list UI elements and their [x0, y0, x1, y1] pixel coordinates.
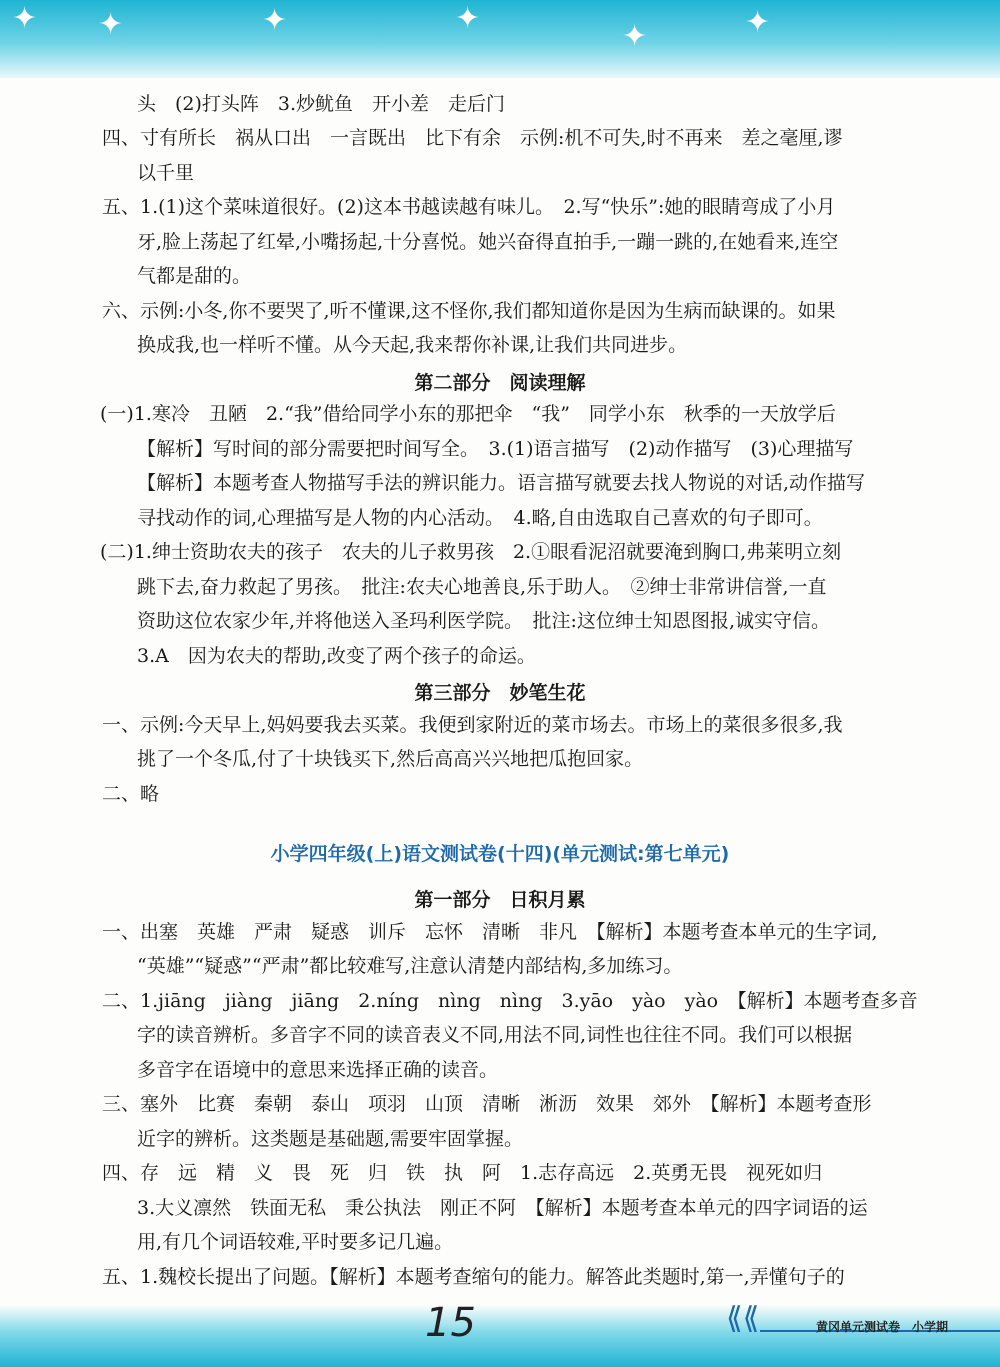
sparkle-icon: ✦: [262, 3, 288, 38]
text-line: 寻找动作的词,心理描写是人物的内心活动。 4.略,自由选取自己喜欢的句子即可。: [137, 507, 823, 529]
text-line: 四、寸有所长 祸从口出 一言既出 比下有余 示例:机不可失,时不再来 差之毫厘,谬: [102, 127, 843, 149]
text-line: 换成我,也一样听不懂。从今天起,我来帮你补课,让我们共同进步。: [137, 334, 688, 356]
series-name: 黄冈单元测试卷 小学期: [816, 1320, 949, 1334]
text-line: 二、略: [102, 783, 160, 805]
section-heading: 第三部分 妙笔生花: [414, 682, 586, 704]
text-line: 挑了一个冬瓜,付了十块钱买下,然后高高兴兴地把瓜抱回家。: [137, 748, 644, 770]
text-line: 三、塞外 比赛 秦朝 泰山 项羽 山顶 清晰 淅沥 效果 郊外 【解析】本题考查形: [102, 1093, 872, 1115]
text-line: 二、1.jiāng jiàng jiāng 2.níng nìng nìng 3.yāo yào yào 【解析】本题考查多音: [102, 990, 918, 1012]
text-line: “英雄”“疑惑”“严肃”都比较难写,注意认清楚内部结构,多加练习。: [137, 955, 683, 977]
section-heading: 第一部分 日积月累: [414, 889, 586, 911]
bottom-decoration-band: [0, 1301, 1000, 1367]
text-line: 字的读音辨析。多音字不同的读音表义不同,用法不同,词性也往往不同。我们可以根据: [137, 1024, 853, 1046]
text-line: 五、1.(1)这个菜味道很好。(2)这本书越读越有味儿。 2.写“快乐”:她的眼睛弯成了小月: [102, 196, 836, 218]
top-decoration-band: [0, 0, 1000, 78]
text-line: 以千里: [137, 162, 195, 184]
sparkle-icon: ✦: [745, 5, 771, 40]
test-title: 小学四年级(上)语文测试卷(十四)(单元测试:第七单元): [270, 843, 730, 865]
text-line: 一、出塞 英雄 严肃 疑惑 训斥 忘怀 清晰 非凡 【解析】本题考查本单元的生字词,: [102, 921, 878, 943]
text-line: 3.大义凛然 铁面无私 秉公执法 刚正不阿 【解析】本题考查本单元的四字词语的运: [137, 1197, 868, 1219]
text-line: 近字的辨析。这类题是基础题,需要牢固掌握。: [137, 1128, 524, 1150]
page-number: 15: [425, 1300, 476, 1346]
text-line: 一、示例:今天早上,妈妈要我去买菜。我便到家附近的菜市场去。市场上的菜很多很多,我: [102, 714, 843, 736]
sparkle-icon: ✦: [455, 1, 481, 36]
text-line: 资助这位农家少年,并将他送入圣玛利医学院。 批注:这位绅士知恩图报,诚实守信。: [137, 610, 830, 632]
text-line: (一)1.寒冷 丑陋 2.“我”借给同学小东的那把伞 “我” 同学小东 秋季的一天放学后: [100, 403, 836, 425]
arrow-left-icon: ⟪⟪: [726, 1301, 760, 1336]
section-heading: 第二部分 阅读理解: [414, 372, 586, 394]
text-line: 3.A 因为农夫的帮助,改变了两个孩子的命运。: [137, 645, 536, 667]
text-line: 头 (2)打头阵 3.炒鱿鱼 开小差 走后门: [137, 93, 506, 115]
text-line: 牙,脸上荡起了红晕,小嘴扬起,十分喜悦。她兴奋得直拍手,一蹦一跳的,在她看来,连空: [137, 231, 839, 253]
text-line: 四、存 远 精 义 畏 死 归 铁 执 阿 1.志存高远 2.英勇无畏 视死如归: [102, 1162, 823, 1184]
sparkle-icon: ✦: [622, 19, 648, 54]
sparkle-icon: ✦: [98, 7, 124, 42]
text-line: 气都是甜的。: [137, 265, 252, 287]
text-line: 【解析】写时间的部分需要把时间写全。 3.(1)语言描写 (2)动作描写 (3)心理描写: [137, 438, 854, 460]
text-line: 多音字在语境中的意思来选择正确的读音。: [137, 1059, 499, 1081]
text-line: (二)1.绅士资助农夫的孩子 农夫的儿子救男孩 2.①眼看泥沼就要淹到胸口,弗莱明立刻: [100, 541, 842, 563]
text-line: 用,有几个词语较难,平时要多记几遍。: [137, 1231, 454, 1253]
text-line: 跳下去,奋力救起了男孩。 批注:农夫心地善良,乐于助人。 ②绅士非常讲信誉,一直: [137, 576, 827, 598]
sparkle-icon: ✦: [12, 1, 38, 36]
text-line: 【解析】本题考查人物描写手法的辨识能力。语言描写就要去找人物说的对话,动作描写: [137, 472, 866, 494]
text-line: 六、示例:小冬,你不要哭了,听不懂课,这不怪你,我们都知道你是因为生病而缺课的。如果: [102, 300, 836, 322]
text-line: 五、1.魏校长提出了问题。【解析】本题考查缩句的能力。解答此类题时,第一,弄懂句子的: [102, 1266, 845, 1288]
